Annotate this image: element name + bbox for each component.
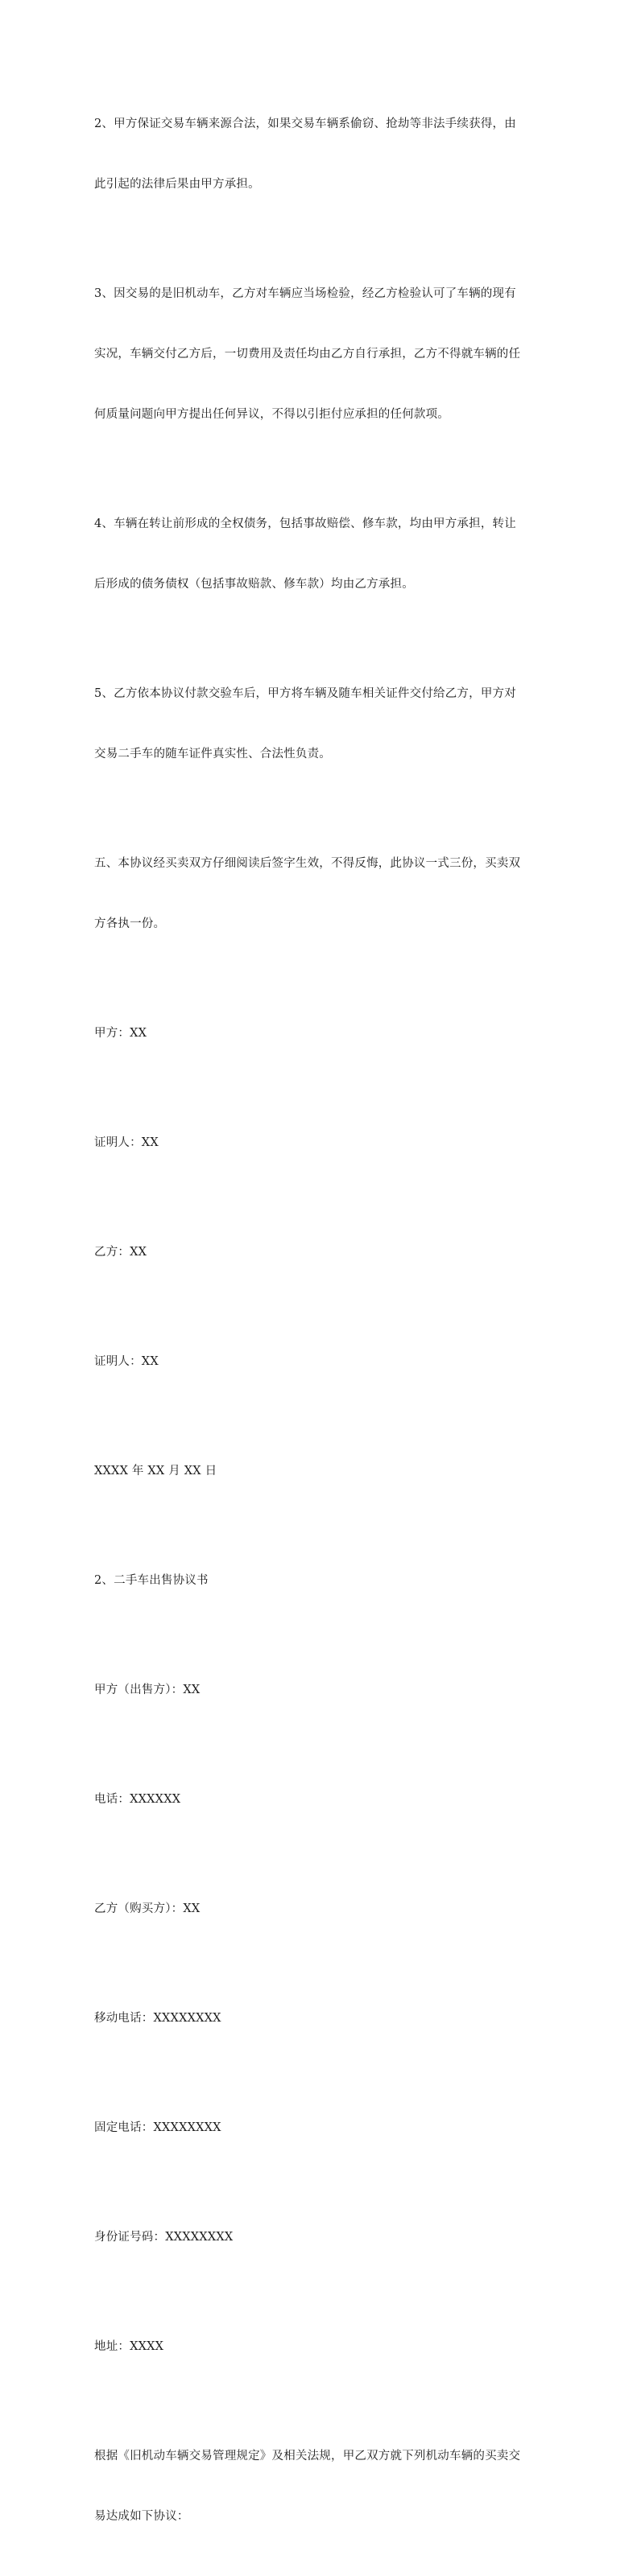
section-heading-sale-agreement (94, 1531, 545, 1631)
text-line: 移动电话：XXXXXXXX (94, 2012, 221, 2025)
text-line: 身份证号码：XXXXXXXX (94, 2231, 234, 2244)
text-line: 甲方（出售方）：XX (94, 1684, 201, 1696)
document-body (94, 74, 545, 2576)
clause-4-debts (94, 474, 545, 635)
signing-date (94, 1421, 545, 1522)
text-line: 2、甲方保证交易车辆来源合法，如果交易车辆系偷窃、抢劫等非法手续获得，由 (94, 117, 516, 130)
text-line: 何质量问题向甲方提出任何异议，不得以引拒付应承担的任何款项。 (94, 408, 449, 421)
buyer-landline-field (94, 2078, 545, 2178)
buyer-field (94, 1859, 545, 1960)
text-line: 交易二手车的随车证件真实性、合法性负责。 (94, 748, 331, 760)
buyer-id-number-field (94, 2187, 545, 2288)
witness-2-signature (94, 1312, 545, 1412)
text-line: 此引起的法律后果由甲方承担。 (94, 178, 260, 191)
clause-2-source-legality (94, 74, 545, 235)
text-line: 易达成如下协议： (94, 2510, 189, 2523)
party-b-signature (94, 1202, 545, 1303)
text-line: 地址：XXXX (94, 2340, 164, 2353)
text-line: 根据《旧机动车辆交易管理规定》及相关法规，甲乙双方就下列机动车辆的买卖交 (94, 2450, 521, 2463)
text-line: 方各执一份。 (94, 917, 166, 930)
text-line: 证明人：XX (94, 1355, 159, 1368)
buyer-mobile-field (94, 1968, 545, 2069)
text-line: 4、车辆在转让前形成的全权债务，包括事故赔偿、修车款，均由甲方承担，转让 (94, 517, 516, 530)
party-a-signature (94, 983, 545, 1084)
seller-field (94, 1640, 545, 1741)
text-line: 五、本协议经买卖双方仔细阅读后签字生效，不得反悔，此协议一式三份，买卖双 (94, 857, 521, 870)
text-line: 乙方（购买方）：XX (94, 1902, 201, 1915)
text-line: 固定电话：XXXXXXXX (94, 2121, 221, 2134)
clause-5-documents (94, 644, 545, 805)
clause-3-inspection (94, 244, 545, 465)
text-line: 甲方：XX (94, 1027, 147, 1040)
buyer-address-field (94, 2297, 545, 2397)
text-line: 证明人：XX (94, 1136, 159, 1149)
text-line: 2、二手车出售协议书 (94, 1574, 209, 1587)
text-line: 乙方：XX (94, 1246, 147, 1259)
text-line: 实况，车辆交付乙方后，一切费用及责任均由乙方自行承担，乙方不得就车辆的任 (94, 348, 521, 361)
seller-phone-field (94, 1750, 545, 1850)
text-line: 5、乙方依本协议付款交验车后，甲方将车辆及随车相关证件交付给乙方，甲方对 (94, 687, 516, 700)
agreement-preamble (94, 2406, 545, 2567)
text-line: XXXX 年 XX 月 XX 日 (94, 1465, 217, 1478)
text-line: 后形成的债务债权（包括事故赔款、修车款）均由乙方承担。 (94, 578, 414, 591)
section-5-effectiveness (94, 814, 545, 975)
witness-1-signature (94, 1093, 545, 1193)
text-line: 3、因交易的是旧机动车，乙方对车辆应当场检验，经乙方检验认可了车辆的现有 (94, 287, 516, 300)
text-line: 电话：XXXXXX (94, 1793, 181, 1806)
